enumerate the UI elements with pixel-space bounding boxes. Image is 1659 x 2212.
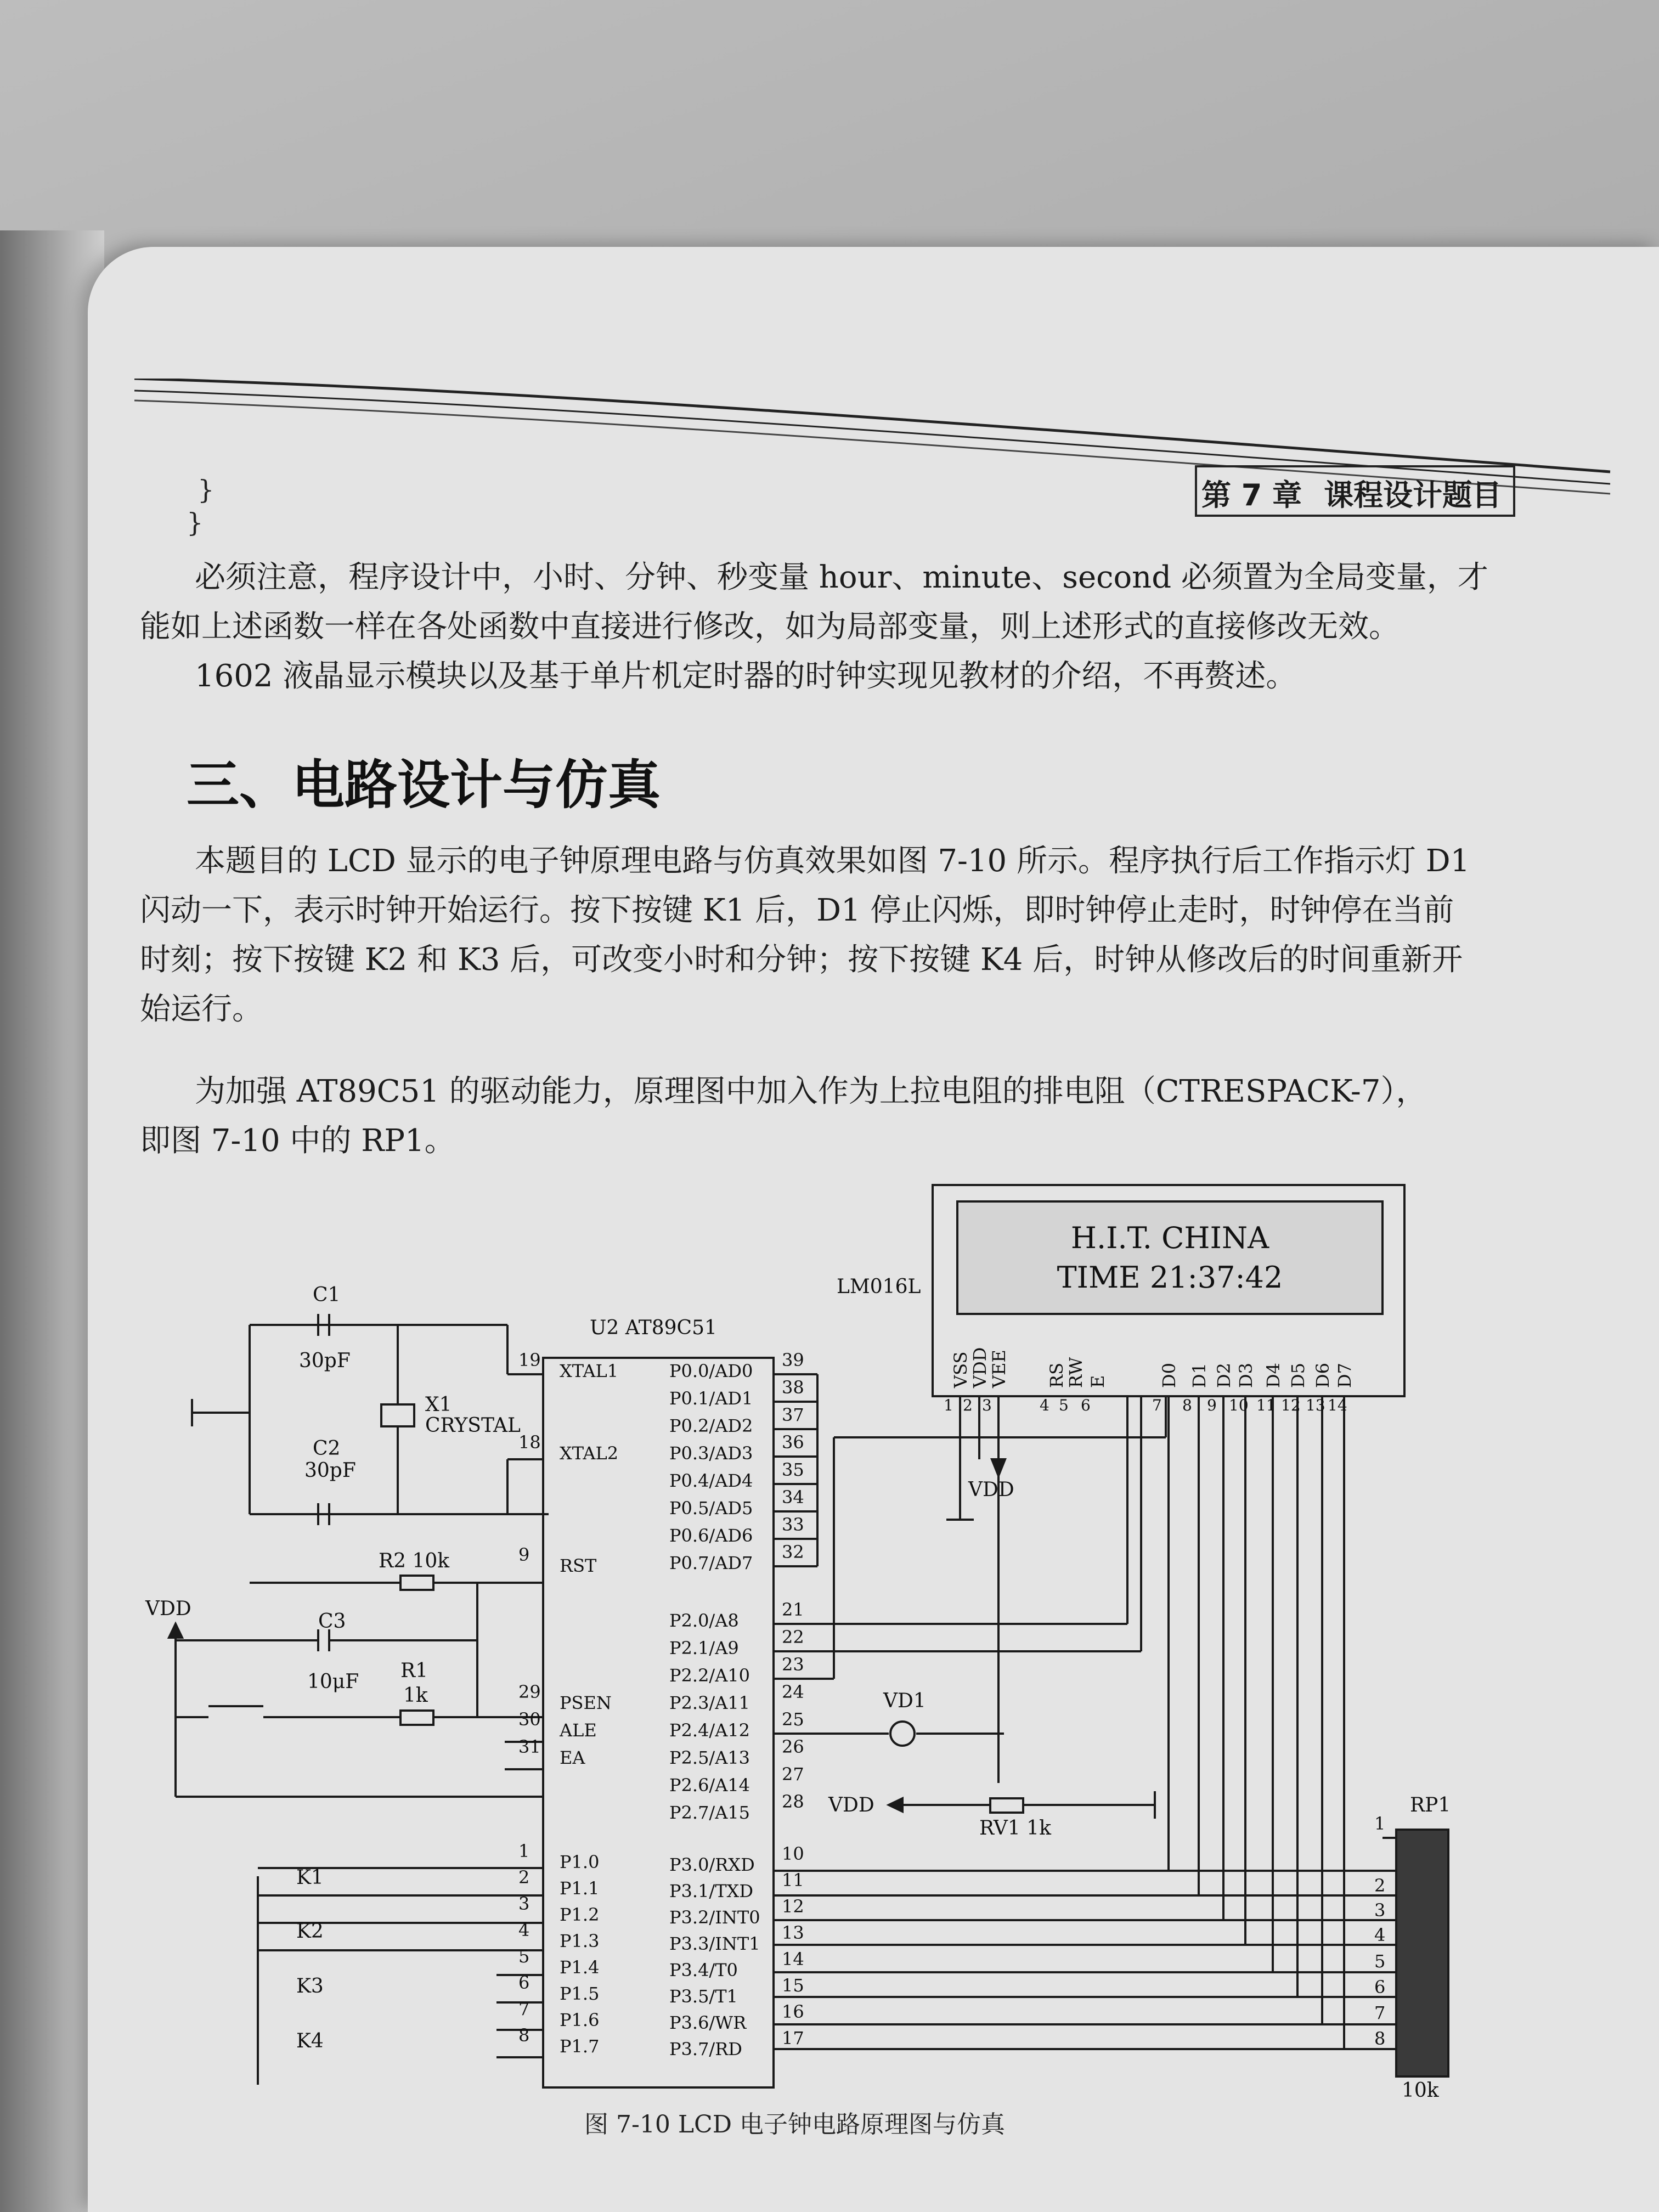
lcd-pin-name: VSS: [950, 1351, 971, 1388]
mcu-pin-number: 23: [782, 1654, 804, 1675]
rp1-pin: 1: [1374, 1813, 1386, 1834]
lcd-pin-number: 1: [944, 1396, 953, 1414]
mcu-pin-number: 34: [782, 1487, 804, 1508]
c1-label: C1: [313, 1284, 341, 1306]
lcd-pin-number: 11: [1256, 1396, 1276, 1414]
c2-value: 30pF: [304, 1459, 356, 1482]
text-line: 闪动一下，表示时钟开始运行。按下按键 K1 后，D1 停止闪烁，即时钟停止走时，时钟停在当前: [140, 893, 1454, 928]
mcu-pin-name: PSEN: [560, 1692, 612, 1713]
lcd-pin-number: 6: [1081, 1396, 1091, 1414]
mcu-pin-name: P2.2/A10: [669, 1665, 751, 1686]
lcd-pin-number: 12: [1281, 1396, 1301, 1414]
lcd-pin-number: 13: [1306, 1396, 1325, 1414]
mcu-pin-name: P0.4/AD4: [669, 1470, 753, 1491]
lcd-pin-number: 2: [963, 1396, 973, 1414]
mcu-pin-name: P1.5: [560, 1983, 600, 2004]
mcu-pin-name: EA: [560, 1747, 585, 1768]
rp1-value: 10k: [1402, 2079, 1439, 2102]
mcu-pin-number: 9: [518, 1544, 530, 1565]
mcu-pin-number: 16: [782, 2001, 804, 2022]
mcu-pin-number: 5: [518, 1946, 530, 1967]
lcd-line-1: H.I.T. CHINA: [1070, 1220, 1269, 1255]
lcd-pin-name: D2: [1214, 1362, 1234, 1388]
mcu-pin-name: P2.7/A15: [669, 1802, 751, 1823]
k2-label: K2: [296, 1920, 324, 1943]
mcu-pin-number: 6: [518, 1972, 530, 1993]
lcd-pin-name: D0: [1159, 1362, 1180, 1388]
vd1-label: VD1: [883, 1690, 926, 1712]
x1-value: CRYSTAL: [425, 1414, 521, 1437]
text-line: 必须注意，程序设计中，小时、分钟、秒变量 hour、minute、second 必须置为全局变量，才: [195, 560, 1488, 595]
code-brace: }: [198, 475, 215, 505]
mcu-pin-name: P0.5/AD5: [669, 1498, 753, 1519]
mcu-pin-name: P0.0/AD0: [669, 1361, 753, 1381]
mcu-pin-number: 4: [518, 1920, 530, 1940]
mcu-pin-name: P0.7/AD7: [669, 1553, 753, 1573]
rp1-label: RP1: [1410, 1794, 1451, 1816]
rp1-pin: 6: [1374, 1977, 1386, 1997]
mcu-pin-name: P0.3/AD3: [669, 1443, 753, 1464]
rp1-pin: 5: [1374, 1951, 1386, 1972]
lcd-pin-name: RW: [1065, 1357, 1086, 1388]
lcd-pin-number: 14: [1328, 1396, 1347, 1414]
mcu-pin-number: 25: [782, 1709, 804, 1730]
mcu-pin-number: 27: [782, 1764, 804, 1785]
mcu-pin-name: P2.1/A9: [669, 1638, 739, 1658]
c3-label: C3: [318, 1610, 346, 1633]
figure-caption: 图 7-10 LCD 电子钟电路原理图与仿真: [584, 2111, 1005, 2138]
lcd-pin-number: 3: [982, 1396, 992, 1414]
mcu-pin-number: 19: [518, 1350, 541, 1370]
rp1-pin: 3: [1374, 1900, 1386, 1921]
mcu-pin-number: 24: [782, 1681, 804, 1702]
mcu-pin-number: 26: [782, 1736, 804, 1757]
lcd-pin-number: 9: [1207, 1396, 1217, 1414]
r1-value: 1k: [403, 1684, 428, 1707]
mcu-pin-name: P3.7/RD: [669, 2039, 742, 2059]
lcd-pin-name: E: [1087, 1375, 1108, 1388]
mcu-pin-number: 1: [518, 1841, 530, 1861]
rp1-pin: 2: [1374, 1875, 1386, 1896]
chapter-title: 课程设计题目: [1324, 477, 1502, 512]
mcu-pin-number: 12: [782, 1896, 804, 1917]
mcu-pin-name: P1.7: [560, 2036, 600, 2057]
mcu-pin-name: RST: [560, 1555, 597, 1576]
mcu-pin-name: P3.1/TXD: [669, 1881, 753, 1901]
mcu-pin-name: P3.6/WR: [669, 2012, 747, 2033]
mcu-pin-number: 17: [782, 2028, 804, 2049]
mcu-pin-name: P3.2/INT0: [669, 1907, 760, 1928]
mcu-pin-number: 37: [782, 1404, 804, 1425]
c2-label: C2: [313, 1437, 341, 1460]
lcd-pin-name: D6: [1312, 1362, 1333, 1388]
lcd-pin-name: VEE: [989, 1350, 1009, 1388]
mcu-ref-label: U2 AT89C51: [590, 1317, 717, 1339]
mcu-pin-number: 35: [782, 1459, 804, 1480]
mcu-pin-name: P2.6/A14: [669, 1775, 751, 1796]
r2-label: R2 10k: [379, 1550, 450, 1572]
mcu-pin-number: 22: [782, 1627, 804, 1647]
mcu-pin-number: 18: [518, 1432, 541, 1453]
mcu-pin-name: P1.4: [560, 1957, 600, 1978]
lcd-pin-name: D3: [1235, 1362, 1256, 1388]
mcu-pin-name: P2.3/A11: [669, 1692, 751, 1713]
mcu-pin-name: XTAL1: [560, 1361, 619, 1381]
mcu-pin-number: 31: [518, 1736, 541, 1757]
mcu-pin-number: 14: [782, 1949, 804, 1970]
lcd-pin-number: 5: [1059, 1396, 1069, 1414]
section-heading: 三、电路设计与仿真: [187, 754, 661, 816]
text-line: 始运行。: [140, 991, 263, 1027]
mcu-pin-name: P0.6/AD6: [669, 1525, 753, 1546]
rv1-label: RV1 1k: [979, 1817, 1051, 1839]
rp1-body: [1396, 1830, 1448, 2076]
mcu-pin-name: P1.3: [560, 1931, 600, 1951]
vdd-label: VDD: [145, 1598, 191, 1620]
mcu-pin-name: P0.2/AD2: [669, 1415, 753, 1436]
lcd-line-2: TIME 21:37:42: [1057, 1260, 1283, 1295]
mcu-pin-name: P2.4/A12: [669, 1720, 751, 1741]
mcu-pin-name: ALE: [560, 1720, 597, 1741]
mcu-pin-number: 15: [782, 1975, 804, 1996]
mcu-pin-number: 10: [782, 1843, 804, 1864]
mcu-pin-name: P2.5/A13: [669, 1747, 751, 1768]
lcd-pin-name: D7: [1334, 1362, 1355, 1388]
mcu-pin-name: P0.1/AD1: [669, 1388, 753, 1409]
k3-label: K3: [296, 1975, 324, 1997]
mcu-pin-number: 2: [518, 1867, 530, 1888]
code-brace: }: [187, 507, 204, 538]
text-line: 为加强 AT89C51 的驱动能力，原理图中加入作为上拉电阻的排电阻（CTRESPACK-7），: [195, 1074, 1427, 1109]
mcu-pin-number: 13: [782, 1922, 804, 1943]
lcd-pin-name: D1: [1189, 1362, 1210, 1388]
text-line: 1602 液晶显示模块以及基于单片机定时器的时钟实现见教材的介绍，不再赘述。: [195, 658, 1297, 694]
lcd-pin-name: D4: [1263, 1362, 1284, 1388]
k1-label: K1: [296, 1866, 324, 1889]
mcu-pin-number: 32: [782, 1542, 804, 1562]
rp1-pin: 8: [1374, 2028, 1386, 2049]
text-line: 即图 7-10 中的 RP1。: [140, 1123, 455, 1159]
lcd-display: [957, 1201, 1383, 1314]
mcu-pin-name: P1.0: [560, 1852, 600, 1872]
mcu-pin-number: 29: [518, 1681, 541, 1702]
vdd-lcd-label: VDD: [968, 1479, 1014, 1501]
lcd-model-label: LM016L: [837, 1276, 921, 1298]
mcu-pin-name: P1.2: [560, 1904, 600, 1925]
mcu-pin-number: 7: [518, 1999, 530, 2019]
mcu-pin-number: 33: [782, 1514, 804, 1535]
chapter-number: 第 7 章: [1201, 477, 1302, 512]
rp1-pin: 4: [1374, 1925, 1386, 1945]
lcd-pin-name: VDD: [969, 1347, 990, 1388]
mcu-pin-name: P3.4/T0: [669, 1960, 738, 1980]
lcd-pin-number: 10: [1229, 1396, 1249, 1414]
lcd-pin-name: D5: [1288, 1362, 1308, 1388]
mcu-pin-number: 39: [782, 1350, 804, 1370]
mcu-pin-number: 3: [518, 1893, 530, 1914]
vdd-rv1-label: VDD: [828, 1794, 874, 1816]
mcu-pin-name: P3.5/T1: [669, 1986, 738, 2007]
c3-value: 10μF: [307, 1671, 359, 1693]
mcu-pin-name: XTAL2: [560, 1443, 619, 1464]
k4-label: K4: [296, 2030, 324, 2052]
mcu-pin-number: 11: [782, 1870, 804, 1891]
lcd-pin-number: 4: [1040, 1396, 1049, 1414]
rp1-pin: 7: [1374, 2002, 1386, 2023]
mcu-pin-name: P3.3/INT1: [669, 1933, 760, 1954]
r1-label: R1: [400, 1660, 428, 1682]
text-line: 本题目的 LCD 显示的电子钟原理电路与仿真效果如图 7-10 所示。程序执行后工作指示灯 D1: [195, 843, 1470, 879]
lcd-pin-number: 7: [1152, 1396, 1162, 1414]
mcu-pin-number: 36: [782, 1432, 804, 1453]
lcd-pin-name: RS: [1046, 1362, 1067, 1388]
lcd-pin-number: 8: [1182, 1396, 1192, 1414]
c1-value: 30pF: [299, 1350, 351, 1372]
mcu-pin-number: 21: [782, 1599, 804, 1620]
mcu-pin-number: 28: [782, 1791, 804, 1812]
text-line: 能如上述函数一样在各处函数中直接进行修改，如为局部变量，则上述形式的直接修改无效。: [140, 609, 1400, 645]
x1-label: X1: [425, 1393, 452, 1416]
mcu-pin-name: P1.6: [560, 2010, 600, 2030]
mcu-pin-name: P1.1: [560, 1878, 600, 1899]
mcu-pin-name: P3.0/RXD: [669, 1854, 755, 1875]
mcu-pin-name: P2.0/A8: [669, 1610, 739, 1631]
text-line: 时刻；按下按键 K2 和 K3 后，可改变小时和分钟；按下按键 K4 后，时钟从修改后的时间重新开: [140, 942, 1463, 978]
mcu-pin-number: 38: [782, 1377, 804, 1398]
mcu-pin-number: 30: [518, 1709, 541, 1730]
mcu-pin-number: 8: [518, 2025, 530, 2046]
